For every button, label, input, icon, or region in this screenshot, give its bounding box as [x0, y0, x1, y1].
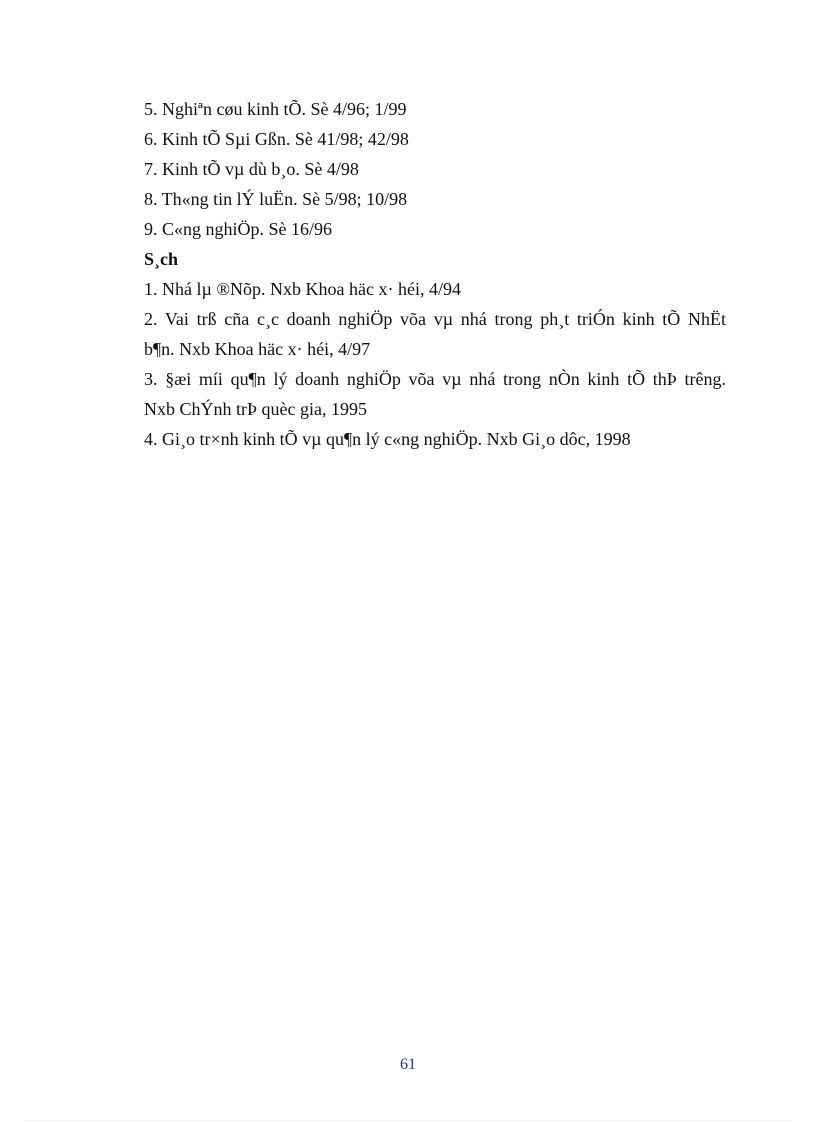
journal-reference: 9. C«ng nghiÖp. Sè 16/96 — [144, 219, 333, 239]
page-number: 61 — [400, 1056, 416, 1073]
book-reference-line: Nxb ChÝnh trÞ quèc gia, 1995 — [144, 399, 367, 419]
page-bottom-divider — [24, 1120, 792, 1121]
book-reference: 4. Gi¸o tr×nh kinh tÕ vµ qu¶n lý c«ng nghiÖp. Nxb Gi¸o dôc, 1998 — [144, 429, 631, 449]
journal-reference: 6. Kinh tÕ Sµi Gßn. Sè 41/98; 42/98 — [144, 129, 409, 149]
book-reference-line: 3. §æi míi qu¶n lý doanh nghiÖp võa vµ nhá trong nÒn kinh tÕ thÞ trêng. — [144, 369, 726, 389]
book-reference-line: 2. Vai trß cña c¸c doanh nghiÖp võa vµ nhá trong ph¸t triÓn kinh tÕ NhËt — [144, 309, 726, 329]
books-heading: S¸ch — [144, 249, 179, 269]
book-reference-line: b¶n. Nxb Khoa häc x· héi, 4/97 — [144, 339, 371, 359]
journal-reference: 7. Kinh tÕ vµ dù b¸o. Sè 4/98 — [144, 159, 359, 179]
journal-reference: 8. Th«ng tin lÝ luËn. Sè 5/98; 10/98 — [144, 189, 408, 209]
references-list — [144, 94, 726, 454]
book-reference: 1. Nhá lµ ®Nõp. Nxb Khoa häc x· héi, 4/94 — [144, 279, 461, 299]
journal-reference: 5. Nghiªn cøu kinh tÕ. Sè 4/96; 1/99 — [144, 99, 407, 119]
